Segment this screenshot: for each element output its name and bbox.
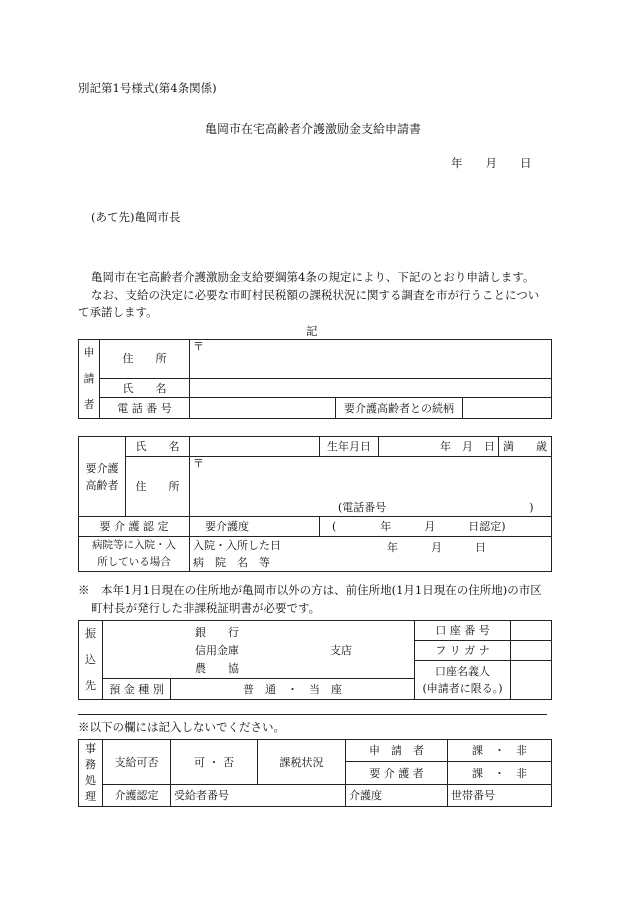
elder-group-label xyxy=(79,437,126,517)
care-cert-label: 要 介 護 認 定 xyxy=(79,517,190,537)
elder-group-label-line1: 要介護 xyxy=(85,461,119,475)
care-level-cell[interactable] xyxy=(190,517,320,537)
relation-label: 要介護高齢者との続柄 xyxy=(336,398,463,419)
office-char-2: 務 xyxy=(85,758,96,771)
hospital-name-label: 病 院 名 等 xyxy=(193,556,270,569)
tax-elder-value[interactable]: 課 ・ 非 xyxy=(448,762,552,785)
office-care-cert-label: 介護認定 xyxy=(103,785,171,807)
note-line-2: 町村長が発行した非課税証明書が必要です。 xyxy=(91,601,321,615)
elder-group-label-line2: 高齢者 xyxy=(85,478,119,492)
elder-address-field[interactable] xyxy=(190,457,552,517)
relation-field[interactable] xyxy=(463,398,552,419)
office-group-label xyxy=(79,740,103,807)
payment-label: 支給可否 xyxy=(103,740,171,785)
applicant-group-label xyxy=(79,340,100,419)
furigana-label: フ リ ガ ナ xyxy=(415,641,511,661)
hospital-label-line1: 病院等に入院・入 xyxy=(92,539,176,551)
account-number-label: 口 座 番 号 xyxy=(415,621,511,641)
admit-label: 入院・入所した日 xyxy=(193,539,281,552)
intro-line-2: なお、支給の決定に必要な市町村民税額の課税状況に関する調査を市が行うことについ xyxy=(91,288,540,302)
hospital-field[interactable] xyxy=(190,537,552,572)
postal-mark: 〒 xyxy=(193,340,204,353)
branch-word: 支店 xyxy=(330,644,352,657)
applicant-char-1: 申 xyxy=(83,346,95,359)
form-title: 亀岡市在宅高齢者介護激励金支給申請書 xyxy=(205,122,422,136)
admit-date-value: 年 月 日 xyxy=(387,541,486,554)
bank-char-2: 込 xyxy=(85,653,96,666)
bank-word: 銀 行 xyxy=(195,626,239,639)
account-holder-label-line2: (申請者に限る。) xyxy=(422,682,503,695)
applicant-address-label: 住 所 xyxy=(100,340,190,379)
office-table xyxy=(78,739,552,807)
account-number-field[interactable] xyxy=(511,621,552,641)
bank-table xyxy=(78,620,552,700)
applicant-phone-label: 電 話 番 号 xyxy=(100,398,190,419)
bank-name-field[interactable] xyxy=(103,621,415,679)
account-holder-label-line1: 口座名義人 xyxy=(435,665,490,678)
tax-applicant-label: 申 請 者 xyxy=(346,740,448,762)
date-line: 年 月 日 xyxy=(451,156,532,170)
household-number-cell[interactable] xyxy=(448,785,552,807)
office-care-level-label: 介護度 xyxy=(349,789,382,802)
office-char-1: 事 xyxy=(85,742,96,755)
intro-line-1: 亀岡市在宅高齢者介護激励金支給要綱第4条の規定により、下記のとおり申請します。 xyxy=(91,270,535,284)
applicant-table xyxy=(78,339,552,419)
credit-union-word: 信用金庫 xyxy=(195,644,239,657)
applicant-address-field[interactable] xyxy=(190,340,552,379)
recipient-number-cell[interactable] xyxy=(171,785,346,807)
applicant-name-label: 氏 名 xyxy=(100,378,190,397)
tax-applicant-value[interactable]: 課 ・ 非 xyxy=(448,740,552,762)
applicant-name-field[interactable] xyxy=(190,378,552,397)
applicant-char-3: 者 xyxy=(83,398,95,411)
addressee: (あて先)亀岡市長 xyxy=(91,210,181,224)
bank-char-1: 振 xyxy=(85,627,96,640)
office-notice: ※以下の欄には記入しないでください。 xyxy=(78,720,285,734)
deposit-type-field[interactable]: 普 通 ・ 当 座 xyxy=(171,679,415,700)
deposit-type-label: 預 金 種 別 xyxy=(103,679,171,700)
tax-status-label: 課税状況 xyxy=(258,740,346,785)
agri-coop-word: 農 協 xyxy=(195,662,239,675)
account-holder-label xyxy=(415,661,511,700)
elder-address-label: 住 所 xyxy=(126,457,190,517)
age-field[interactable]: 満 歳 xyxy=(499,437,552,457)
office-char-3: 処 xyxy=(85,774,96,787)
account-holder-field[interactable] xyxy=(511,661,552,700)
section-divider xyxy=(78,714,547,715)
elder-name-field[interactable] xyxy=(190,437,320,457)
bank-char-3: 先 xyxy=(85,679,96,692)
care-date-field[interactable]: ( 年 月 日認定) xyxy=(320,517,552,537)
hospital-label xyxy=(79,537,190,572)
elder-name-label: 氏 名 xyxy=(126,437,190,457)
intro-line-3: て承諾します。 xyxy=(78,305,158,319)
elder-phone-line: (電話番号 ) xyxy=(338,501,534,514)
furigana-field[interactable] xyxy=(511,641,552,661)
recipient-number-label: 受給者番号 xyxy=(174,789,229,802)
birth-label: 生年月日 xyxy=(320,437,379,457)
applicant-phone-field[interactable] xyxy=(190,398,336,419)
payment-value[interactable]: 可 ・ 否 xyxy=(171,740,258,785)
bank-group-label xyxy=(79,621,103,700)
form-number: 別記第1号様式(第4条関係) xyxy=(78,81,217,95)
ki-heading: 記 xyxy=(306,324,318,338)
household-number-label: 世帯番号 xyxy=(451,789,495,802)
care-level-label: 要介護度 xyxy=(205,520,249,533)
applicant-char-2: 請 xyxy=(83,372,95,385)
tax-elder-label: 要 介 護 者 xyxy=(346,762,448,785)
note-line-1: ※ 本年1月1日現在の住所地が亀岡市以外の方は、前住所地(1月1日現在の住所地)の市区 xyxy=(78,583,542,597)
office-char-4: 理 xyxy=(85,790,96,803)
elder-postal-mark: 〒 xyxy=(193,457,204,470)
hospital-label-line2: 所している場合 xyxy=(97,556,171,568)
birth-field[interactable]: 年 月 日 xyxy=(379,437,499,457)
office-care-level-cell[interactable] xyxy=(346,785,448,807)
elder-table xyxy=(78,436,552,572)
